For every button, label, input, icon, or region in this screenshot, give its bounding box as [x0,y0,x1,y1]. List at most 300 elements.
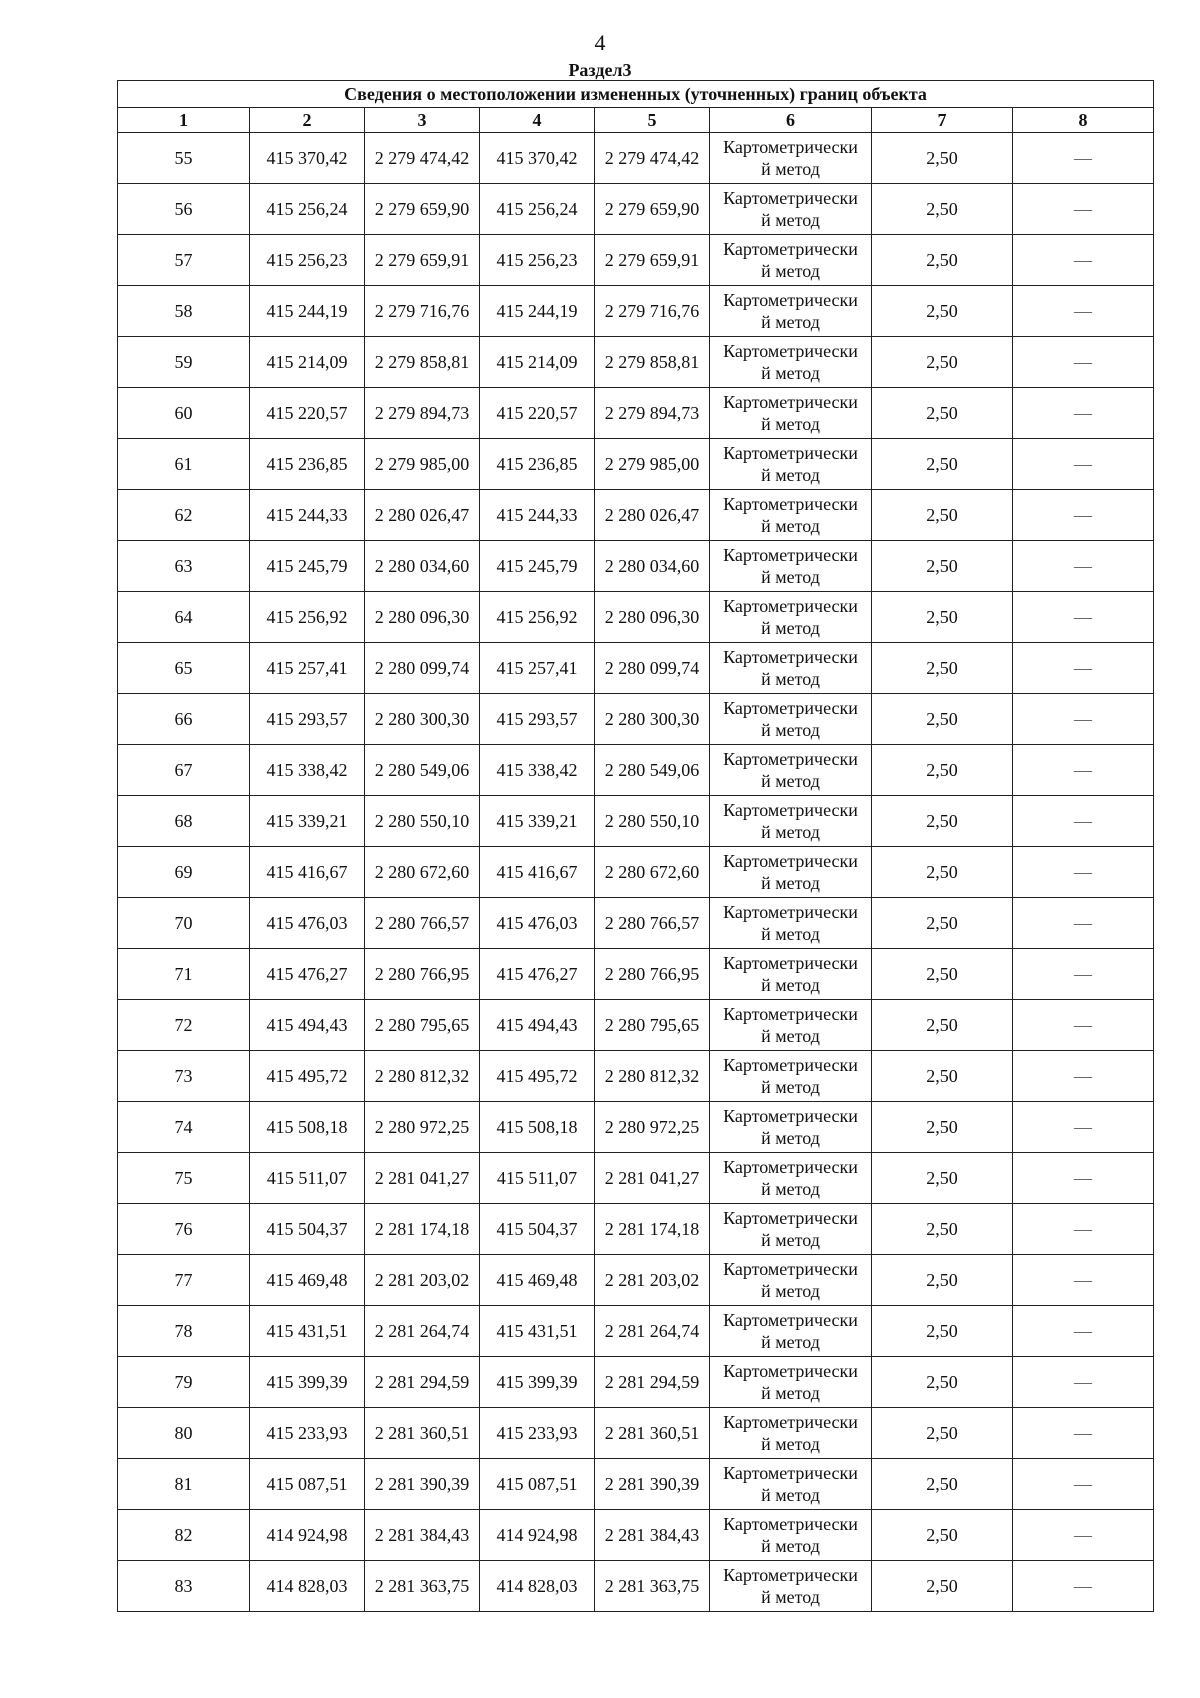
table-row [118,133,1154,184]
x-coordinate-cell: 414 828,03 [250,1561,365,1612]
column-number-5: 5 [595,108,710,133]
y-coordinate-cell: 2 281 360,51 [365,1408,480,1459]
method-line-2: й метод [761,975,820,995]
y-coordinate-new-cell: 2 279 858,81 [595,337,710,388]
method-line-1: Картометрически [723,902,858,922]
method-cell [710,898,872,949]
x-coordinate-cell: 415 338,42 [250,745,365,796]
method-line-2: й метод [761,822,820,842]
x-coordinate-cell: 415 293,57 [250,694,365,745]
x-coordinate-new-cell: 415 370,42 [480,133,595,184]
point-number-cell: 77 [118,1255,250,1306]
table-row [118,388,1154,439]
y-coordinate-cell: 2 279 659,90 [365,184,480,235]
x-coordinate-cell: 415 257,41 [250,643,365,694]
table-row [118,1306,1154,1357]
method-line-1: Картометрически [723,1106,858,1126]
method-line-2: й метод [761,1179,820,1199]
description-cell: — [1013,235,1154,286]
point-number-cell: 61 [118,439,250,490]
column-number-row [118,108,1154,133]
table-row [118,1408,1154,1459]
table-row [118,592,1154,643]
method-line-1: Картометрически [723,647,858,667]
y-coordinate-new-cell: 2 281 390,39 [595,1459,710,1510]
y-coordinate-new-cell: 2 281 294,59 [595,1357,710,1408]
y-coordinate-new-cell: 2 281 264,74 [595,1306,710,1357]
page-number: 4 [594,30,606,55]
accuracy-cell: 2,50 [872,184,1013,235]
y-coordinate-cell: 2 280 795,65 [365,1000,480,1051]
x-coordinate-new-cell: 415 399,39 [480,1357,595,1408]
x-coordinate-new-cell: 415 495,72 [480,1051,595,1102]
table-row [118,694,1154,745]
x-coordinate-cell: 415 469,48 [250,1255,365,1306]
x-coordinate-cell: 415 220,57 [250,388,365,439]
method-cell [710,1102,872,1153]
y-coordinate-cell: 2 281 390,39 [365,1459,480,1510]
accuracy-cell: 2,50 [872,388,1013,439]
y-coordinate-cell: 2 281 294,59 [365,1357,480,1408]
table-row [118,796,1154,847]
x-coordinate-new-cell: 415 256,24 [480,184,595,235]
accuracy-cell: 2,50 [872,796,1013,847]
x-coordinate-new-cell: 415 256,92 [480,592,595,643]
table-row [118,1459,1154,1510]
description-cell: — [1013,133,1154,184]
method-line-1: Картометрически [723,239,858,259]
y-coordinate-cell: 2 280 766,95 [365,949,480,1000]
description-cell: — [1013,388,1154,439]
accuracy-cell: 2,50 [872,592,1013,643]
y-coordinate-new-cell: 2 281 203,02 [595,1255,710,1306]
point-number-cell: 76 [118,1204,250,1255]
accuracy-cell: 2,50 [872,1510,1013,1561]
method-cell [710,1459,872,1510]
x-coordinate-new-cell: 415 214,09 [480,337,595,388]
table-row [118,643,1154,694]
method-line-2: й метод [761,210,820,230]
x-coordinate-new-cell: 414 924,98 [480,1510,595,1561]
x-coordinate-new-cell: 415 511,07 [480,1153,595,1204]
x-coordinate-new-cell: 415 256,23 [480,235,595,286]
column-number-3: 3 [365,108,480,133]
y-coordinate-new-cell: 2 279 474,42 [595,133,710,184]
y-coordinate-new-cell: 2 280 766,57 [595,898,710,949]
description-cell: — [1013,694,1154,745]
x-coordinate-new-cell: 415 339,21 [480,796,595,847]
column-number-2: 2 [250,108,365,133]
y-coordinate-cell: 2 279 858,81 [365,337,480,388]
point-number-cell: 58 [118,286,250,337]
y-coordinate-new-cell: 2 280 672,60 [595,847,710,898]
method-cell [710,184,872,235]
y-coordinate-cell: 2 281 264,74 [365,1306,480,1357]
y-coordinate-new-cell: 2 281 041,27 [595,1153,710,1204]
accuracy-cell: 2,50 [872,286,1013,337]
method-cell [710,388,872,439]
x-coordinate-cell: 415 256,92 [250,592,365,643]
method-cell [710,1306,872,1357]
accuracy-cell: 2,50 [872,1204,1013,1255]
description-cell: — [1013,1255,1154,1306]
method-line-2: й метод [761,1485,820,1505]
method-line-1: Картометрически [723,1259,858,1279]
description-cell: — [1013,1204,1154,1255]
method-line-2: й метод [761,312,820,332]
description-cell: — [1013,898,1154,949]
y-coordinate-cell: 2 279 985,00 [365,439,480,490]
x-coordinate-new-cell: 415 087,51 [480,1459,595,1510]
method-line-2: й метод [761,1536,820,1556]
method-cell [710,694,872,745]
y-coordinate-new-cell: 2 279 659,91 [595,235,710,286]
point-number-cell: 57 [118,235,250,286]
x-coordinate-new-cell: 415 236,85 [480,439,595,490]
accuracy-cell: 2,50 [872,643,1013,694]
table-row [118,1051,1154,1102]
description-cell: — [1013,1357,1154,1408]
method-line-2: й метод [761,1077,820,1097]
method-line-1: Картометрически [723,188,858,208]
method-line-2: й метод [761,720,820,740]
point-number-cell: 64 [118,592,250,643]
x-coordinate-cell: 415 511,07 [250,1153,365,1204]
boundary-table [117,80,1154,1612]
y-coordinate-cell: 2 279 716,76 [365,286,480,337]
x-coordinate-cell: 415 370,42 [250,133,365,184]
x-coordinate-cell: 415 416,67 [250,847,365,898]
accuracy-cell: 2,50 [872,1153,1013,1204]
point-number-cell: 78 [118,1306,250,1357]
description-cell: — [1013,592,1154,643]
table-row [118,541,1154,592]
description-cell: — [1013,1459,1154,1510]
point-number-cell: 63 [118,541,250,592]
method-line-1: Картометрически [723,443,858,463]
method-cell [710,1204,872,1255]
method-line-1: Картометрически [723,851,858,871]
table-row [118,898,1154,949]
x-coordinate-new-cell: 415 416,67 [480,847,595,898]
table-row [118,439,1154,490]
x-coordinate-cell: 415 245,79 [250,541,365,592]
method-cell [710,949,872,1000]
point-number-cell: 60 [118,388,250,439]
description-cell: — [1013,1561,1154,1612]
method-line-1: Картометрически [723,545,858,565]
method-cell [710,1153,872,1204]
table-row [118,1357,1154,1408]
method-line-1: Картометрически [723,1055,858,1075]
description-cell: — [1013,490,1154,541]
accuracy-cell: 2,50 [872,490,1013,541]
y-coordinate-new-cell: 2 279 659,90 [595,184,710,235]
table-row [118,1561,1154,1612]
method-line-1: Картометрически [723,1463,858,1483]
y-coordinate-new-cell: 2 280 812,32 [595,1051,710,1102]
point-number-cell: 67 [118,745,250,796]
column-number-6: 6 [710,108,872,133]
method-line-1: Картометрически [723,290,858,310]
method-line-1: Картометрически [723,392,858,412]
accuracy-cell: 2,50 [872,949,1013,1000]
method-cell [710,439,872,490]
accuracy-cell: 2,50 [872,1459,1013,1510]
method-line-2: й метод [761,924,820,944]
x-coordinate-new-cell: 415 338,42 [480,745,595,796]
point-number-cell: 79 [118,1357,250,1408]
y-coordinate-cell: 2 280 972,25 [365,1102,480,1153]
y-coordinate-new-cell: 2 281 363,75 [595,1561,710,1612]
accuracy-cell: 2,50 [872,1357,1013,1408]
description-cell: — [1013,337,1154,388]
table-row [118,286,1154,337]
y-coordinate-cell: 2 281 363,75 [365,1561,480,1612]
y-coordinate-cell: 2 281 384,43 [365,1510,480,1561]
point-number-cell: 81 [118,1459,250,1510]
x-coordinate-new-cell: 415 233,93 [480,1408,595,1459]
point-number-cell: 72 [118,1000,250,1051]
y-coordinate-new-cell: 2 281 174,18 [595,1204,710,1255]
description-cell: — [1013,1306,1154,1357]
y-coordinate-new-cell: 2 279 985,00 [595,439,710,490]
accuracy-cell: 2,50 [872,694,1013,745]
y-coordinate-new-cell: 2 281 384,43 [595,1510,710,1561]
method-line-2: й метод [761,1332,820,1352]
method-line-1: Картометрически [723,137,858,157]
method-line-2: й метод [761,1587,820,1607]
method-line-1: Картометрически [723,698,858,718]
point-number-cell: 70 [118,898,250,949]
accuracy-cell: 2,50 [872,337,1013,388]
description-cell: — [1013,1408,1154,1459]
table-body [118,133,1154,1612]
point-number-cell: 59 [118,337,250,388]
table-row [118,1102,1154,1153]
y-coordinate-new-cell: 2 280 096,30 [595,592,710,643]
table-row [118,847,1154,898]
x-coordinate-cell: 415 431,51 [250,1306,365,1357]
y-coordinate-new-cell: 2 280 549,06 [595,745,710,796]
method-line-1: Картометрически [723,1565,858,1585]
x-coordinate-new-cell: 415 220,57 [480,388,595,439]
accuracy-cell: 2,50 [872,898,1013,949]
y-coordinate-cell: 2 280 300,30 [365,694,480,745]
method-cell [710,286,872,337]
y-coordinate-cell: 2 279 894,73 [365,388,480,439]
column-number-7: 7 [872,108,1013,133]
method-line-2: й метод [761,516,820,536]
description-cell: — [1013,184,1154,235]
method-line-1: Картометрически [723,953,858,973]
x-coordinate-cell: 415 494,43 [250,1000,365,1051]
column-number-8: 8 [1013,108,1154,133]
method-line-2: й метод [761,414,820,434]
method-line-1: Картометрически [723,1361,858,1381]
method-line-2: й метод [761,618,820,638]
y-coordinate-cell: 2 280 766,57 [365,898,480,949]
y-coordinate-new-cell: 2 280 795,65 [595,1000,710,1051]
method-line-2: й метод [761,567,820,587]
method-cell [710,847,872,898]
method-line-2: й метод [761,1383,820,1403]
x-coordinate-new-cell: 415 508,18 [480,1102,595,1153]
x-coordinate-cell: 415 476,27 [250,949,365,1000]
x-coordinate-new-cell: 415 504,37 [480,1204,595,1255]
y-coordinate-cell: 2 280 812,32 [365,1051,480,1102]
description-cell: — [1013,949,1154,1000]
method-cell [710,745,872,796]
y-coordinate-cell: 2 280 026,47 [365,490,480,541]
y-coordinate-cell: 2 281 203,02 [365,1255,480,1306]
method-cell [710,1408,872,1459]
method-cell [710,1357,872,1408]
y-coordinate-cell: 2 280 034,60 [365,541,480,592]
method-cell [710,1051,872,1102]
y-coordinate-new-cell: 2 279 894,73 [595,388,710,439]
description-cell: — [1013,439,1154,490]
y-coordinate-cell: 2 280 672,60 [365,847,480,898]
y-coordinate-new-cell: 2 279 716,76 [595,286,710,337]
y-coordinate-cell: 2 281 174,18 [365,1204,480,1255]
accuracy-cell: 2,50 [872,1561,1013,1612]
x-coordinate-cell: 415 244,33 [250,490,365,541]
point-number-cell: 73 [118,1051,250,1102]
table-caption: Сведения о местоположении измененных (уточненных) границ объекта [118,81,1154,108]
x-coordinate-cell: 415 233,93 [250,1408,365,1459]
table-row [118,337,1154,388]
x-coordinate-new-cell: 415 293,57 [480,694,595,745]
method-cell [710,541,872,592]
table-row [118,1255,1154,1306]
point-number-cell: 75 [118,1153,250,1204]
description-cell: — [1013,1102,1154,1153]
method-line-1: Картометрически [723,749,858,769]
x-coordinate-cell: 415 256,23 [250,235,365,286]
x-coordinate-new-cell: 415 494,43 [480,1000,595,1051]
method-line-2: й метод [761,771,820,791]
method-line-2: й метод [761,1281,820,1301]
method-cell [710,235,872,286]
method-line-1: Картометрически [723,1310,858,1330]
table-row [118,949,1154,1000]
x-coordinate-new-cell: 415 469,48 [480,1255,595,1306]
x-coordinate-cell: 415 236,85 [250,439,365,490]
method-line-2: й метод [761,159,820,179]
accuracy-cell: 2,50 [872,1000,1013,1051]
method-cell [710,1255,872,1306]
point-number-cell: 56 [118,184,250,235]
accuracy-cell: 2,50 [872,1102,1013,1153]
description-cell: — [1013,286,1154,337]
table-row [118,490,1154,541]
x-coordinate-cell: 415 495,72 [250,1051,365,1102]
method-line-2: й метод [761,1434,820,1454]
point-number-cell: 80 [118,1408,250,1459]
accuracy-cell: 2,50 [872,1306,1013,1357]
method-line-2: й метод [761,363,820,383]
method-cell [710,1000,872,1051]
table-row [118,235,1154,286]
y-coordinate-new-cell: 2 280 026,47 [595,490,710,541]
y-coordinate-cell: 2 280 549,06 [365,745,480,796]
y-coordinate-new-cell: 2 280 550,10 [595,796,710,847]
x-coordinate-new-cell: 415 476,27 [480,949,595,1000]
table-row [118,1000,1154,1051]
method-cell [710,592,872,643]
description-cell: — [1013,1051,1154,1102]
description-cell: — [1013,796,1154,847]
x-coordinate-new-cell: 415 431,51 [480,1306,595,1357]
x-coordinate-cell: 415 256,24 [250,184,365,235]
y-coordinate-new-cell: 2 281 360,51 [595,1408,710,1459]
point-number-cell: 71 [118,949,250,1000]
description-cell: — [1013,541,1154,592]
x-coordinate-new-cell: 415 476,03 [480,898,595,949]
method-line-2: й метод [761,1128,820,1148]
table-row [118,1510,1154,1561]
point-number-cell: 68 [118,796,250,847]
description-cell: — [1013,847,1154,898]
y-coordinate-cell: 2 281 041,27 [365,1153,480,1204]
method-cell [710,796,872,847]
method-line-1: Картометрически [723,1208,858,1228]
method-line-1: Картометрически [723,1412,858,1432]
y-coordinate-new-cell: 2 280 034,60 [595,541,710,592]
table-row [118,184,1154,235]
x-coordinate-cell: 414 924,98 [250,1510,365,1561]
method-line-2: й метод [761,873,820,893]
y-coordinate-cell: 2 280 099,74 [365,643,480,694]
method-line-2: й метод [761,1026,820,1046]
point-number-cell: 65 [118,643,250,694]
point-number-cell: 74 [118,1102,250,1153]
x-coordinate-cell: 415 504,37 [250,1204,365,1255]
description-cell: — [1013,1510,1154,1561]
point-number-cell: 69 [118,847,250,898]
method-line-1: Картометрически [723,494,858,514]
method-cell [710,1561,872,1612]
y-coordinate-cell: 2 280 096,30 [365,592,480,643]
x-coordinate-cell: 415 476,03 [250,898,365,949]
accuracy-cell: 2,50 [872,439,1013,490]
description-cell: — [1013,643,1154,694]
description-cell: — [1013,745,1154,796]
y-coordinate-cell: 2 279 474,42 [365,133,480,184]
accuracy-cell: 2,50 [872,541,1013,592]
accuracy-cell: 2,50 [872,847,1013,898]
x-coordinate-new-cell: 415 245,79 [480,541,595,592]
description-cell: — [1013,1000,1154,1051]
point-number-cell: 55 [118,133,250,184]
x-coordinate-cell: 415 214,09 [250,337,365,388]
method-cell [710,1510,872,1561]
x-coordinate-cell: 415 508,18 [250,1102,365,1153]
table-row [118,745,1154,796]
y-coordinate-new-cell: 2 280 099,74 [595,643,710,694]
method-cell [710,643,872,694]
description-cell: — [1013,1153,1154,1204]
y-coordinate-new-cell: 2 280 972,25 [595,1102,710,1153]
x-coordinate-new-cell: 415 257,41 [480,643,595,694]
table-row [118,1204,1154,1255]
method-line-1: Картометрически [723,596,858,616]
x-coordinate-new-cell: 415 244,33 [480,490,595,541]
x-coordinate-cell: 415 399,39 [250,1357,365,1408]
method-line-1: Картометрически [723,1157,858,1177]
y-coordinate-new-cell: 2 280 766,95 [595,949,710,1000]
